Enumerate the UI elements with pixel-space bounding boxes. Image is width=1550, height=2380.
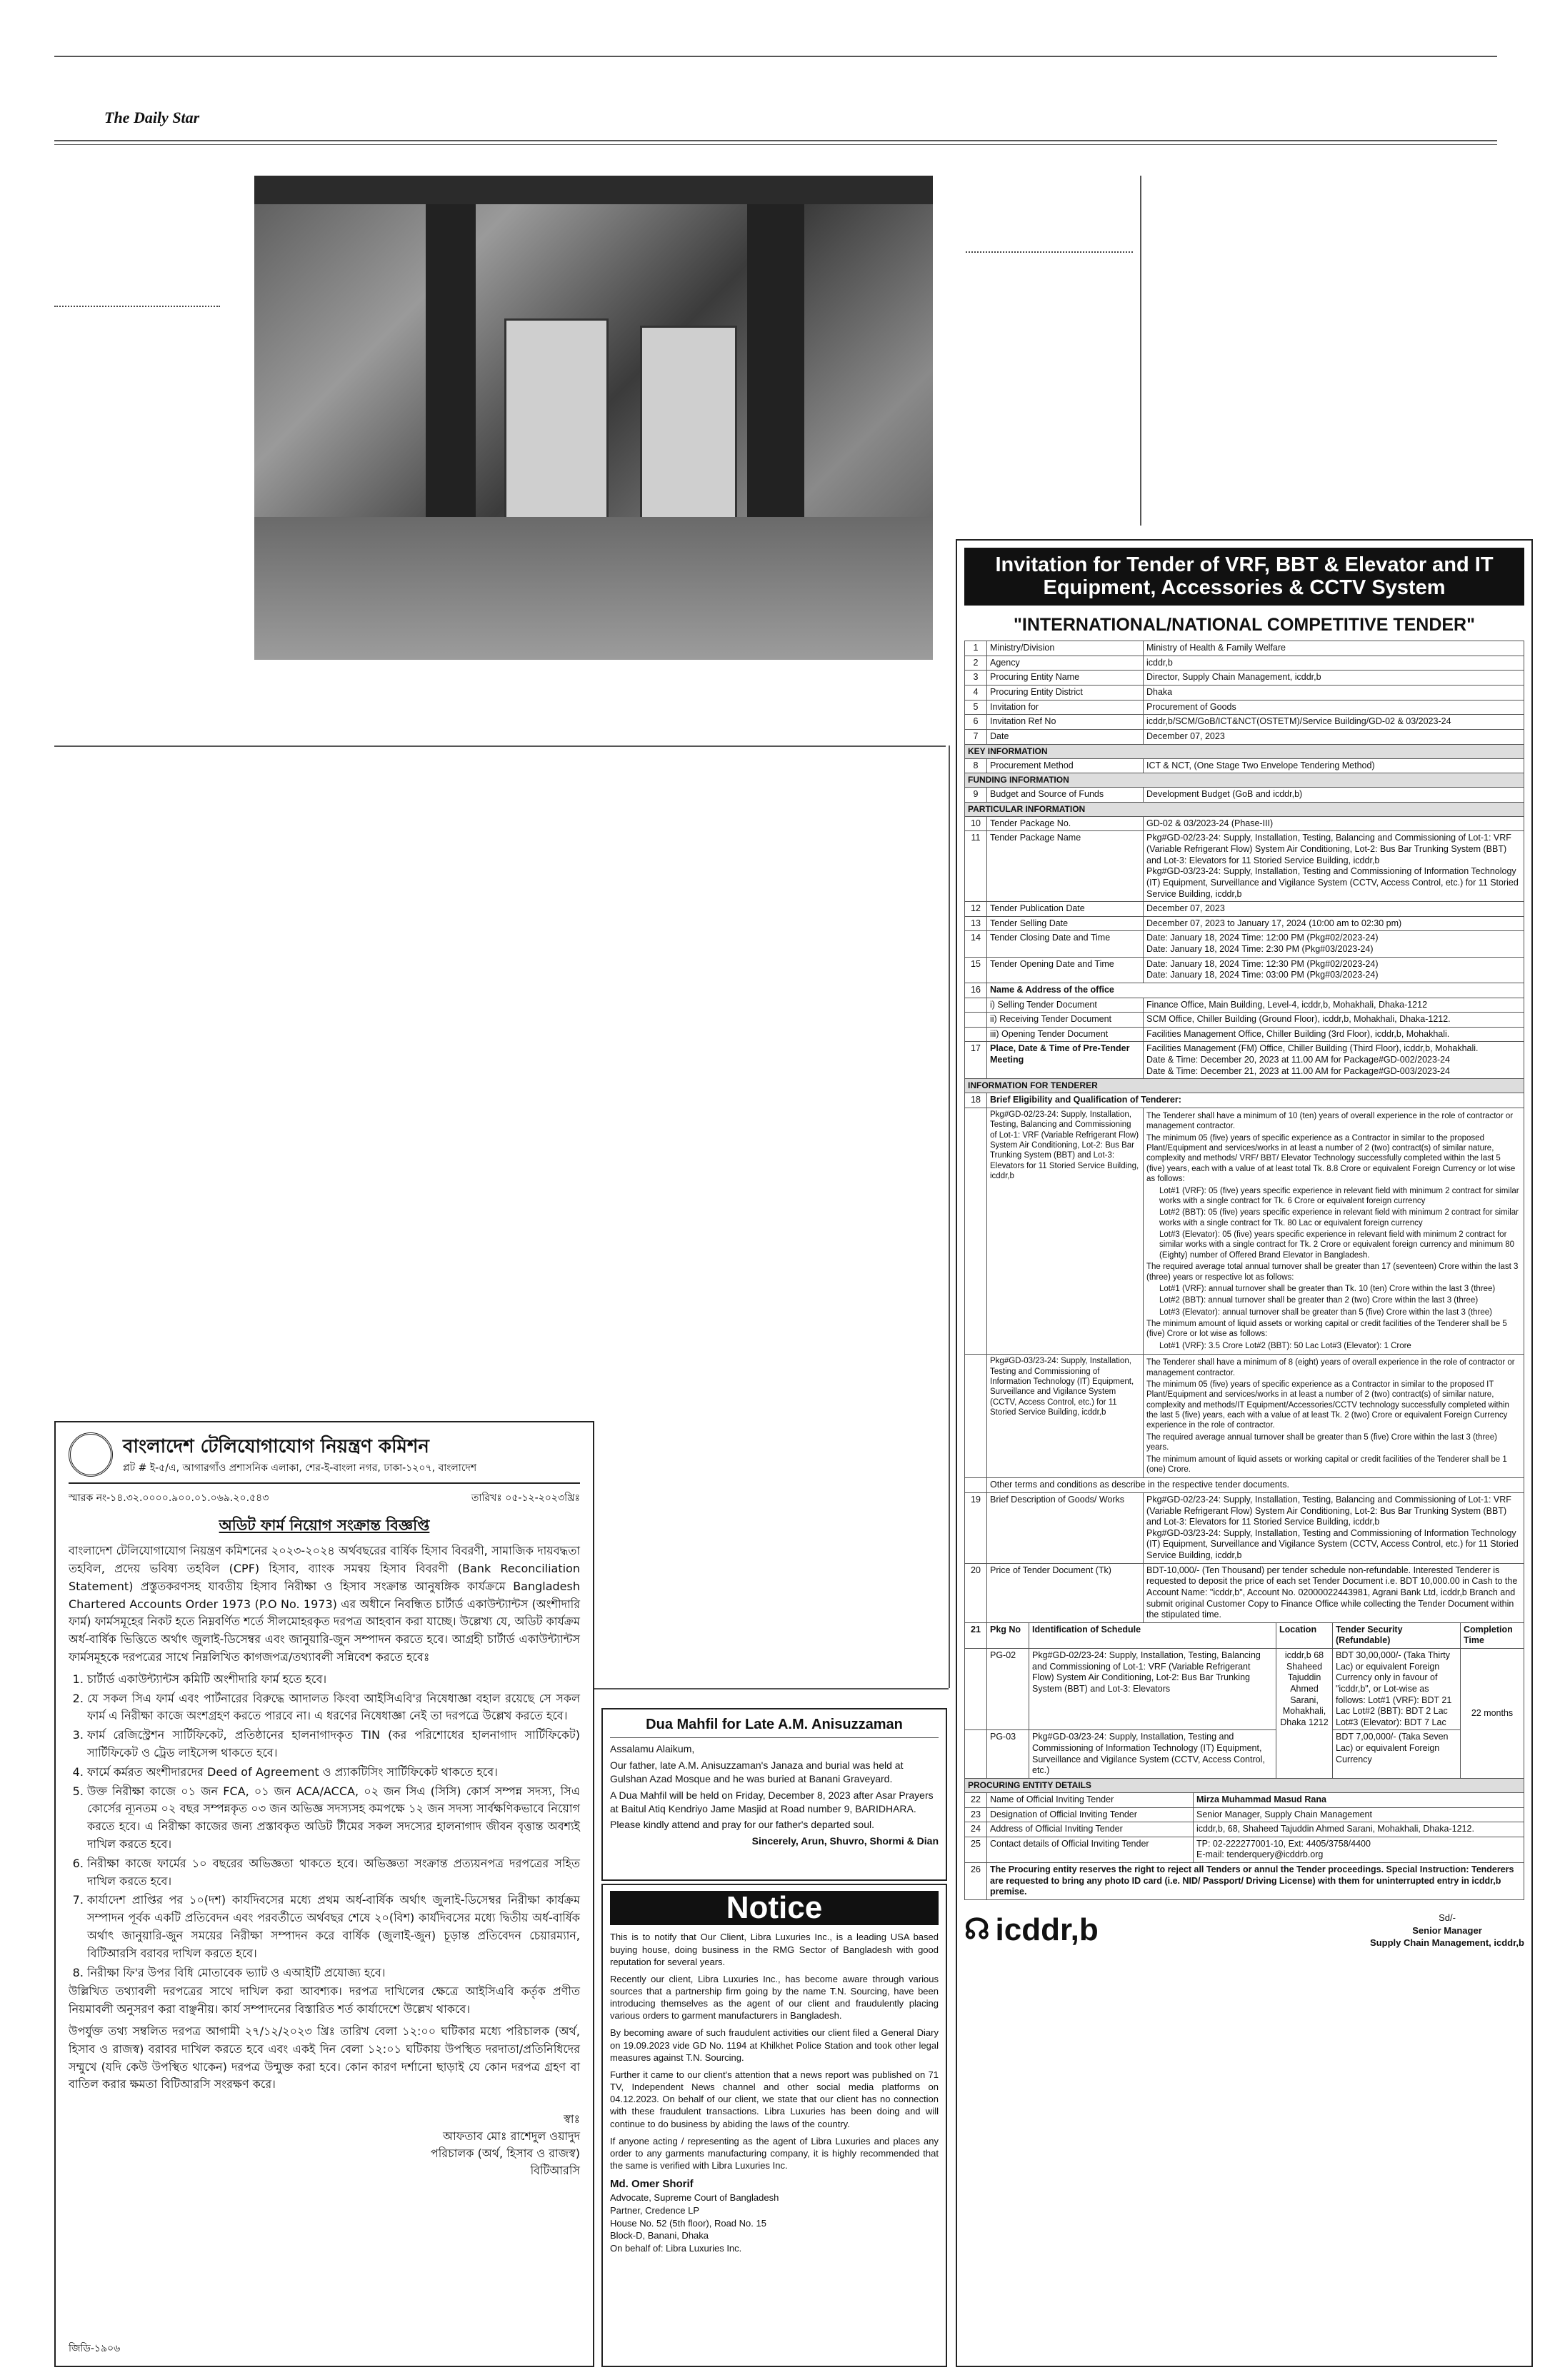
dua-text: Assalamu Alaikum, xyxy=(610,1743,695,1754)
table-row: 9 Budget and Source of Funds Development Budget (GoB and icddr,b) xyxy=(965,788,1524,803)
btrc-date: তারিখঃ ০৫-১২-২০২৩খ্রিঃ xyxy=(471,1492,580,1504)
notice-text: This is to notify that Our Client, Libra Luxuries Inc., is a leading USA based buying house, doing business in the RMG Sector of Bangladesh with good reputation for several years. xyxy=(610,1932,939,1967)
table-row: 12 Tender Publication Date December 07, 2023 xyxy=(965,902,1524,917)
dotted-rule-right xyxy=(966,251,1133,253)
schedule-table xyxy=(964,1622,1524,1779)
btrc-signature: স্বাঃ আফতাব মোঃ রাশেদুল ওয়াদুদ পরিচালক (অর্থ, হিসাব ও রাজস্ব) বিটিআরসি xyxy=(430,2112,580,2178)
tender-signature: Sd/- Senior Manager Supply Chain Management, icddr,b xyxy=(1370,1912,1524,1949)
table-row: 26 The Procuring entity reserves the right to reject all Tenders or annul the Tender proceedings. Special Instruction: Tenderers are requested to bring any photo ID card (i.e. NID/ Passport/ Driving License) with them for uninterrupted entry in icddr,b premise. xyxy=(965,1863,1524,1900)
table-row: 17 Place, Date & Time of Pre-Tender Meeting Facilities Management (FM) Office, Chiller Building (Third Floor), icddr,b, Mohakhali. Date & Time: December 20, 2023 at 11.00 AM for Package#GD-002/2023-24 Date & Time: December 21, 2023 at 11.00 AM for Package#GD-003/2023-24 xyxy=(965,1042,1524,1079)
btrc-title: অডিট ফার্ম নিয়োগ সংক্রান্ত বিজ্ঞপ্তি xyxy=(219,1516,430,1534)
notice-text: If anyone acting / representing as the agent of Libra Luxuries and places any order to any garments manufacturing company, it is highly recommended that the same is verified with Libra Luxuries Inc. xyxy=(610,2135,939,2171)
btrc-code: জিডি-১৯০৬ xyxy=(69,2343,121,2355)
section-header: PARTICULAR INFORMATION xyxy=(965,802,1524,816)
table-row: 13 Tender Selling Date December 07, 2023 to January 17, 2024 (10:00 am to 02:30 pm) xyxy=(965,916,1524,931)
table-row: 8 Procurement Method ICT & NCT, (One Stage Two Envelope Tendering Method) xyxy=(965,758,1524,773)
table-row: 7 Date December 07, 2023 xyxy=(965,729,1524,744)
advocate-name: Md. Omer Shorif xyxy=(610,2178,694,2191)
column-rule-2 xyxy=(949,745,950,1688)
schedule-row: PG-02 Pkg#GD-02/23-24: Supply, Installation, Testing, Balancing and Commissioning of Lot-1: VRF (Variable Refrigerant Flow) System Air Conditioning, Lot-2: Bus Bar Trunking System (BBT) and Lot-3: Elevators icddr,b 68 Shaheed Tajuddin Ahmed Sarani, Mohakhali, Dhaka 1212 BDT 30,00,000/- (Taka Thirty Lac) or equivalent Foreign Currency only in favour of "icddr,b", or Lot-wise as follows: Lot#1 (VRF): BDT 21 Lac Lot#2 (BBT): BDT 2 Lac Lot#3 (Elevator): BDT 7 Lac 22 months xyxy=(965,1649,1524,1730)
section-header: INFORMATION FOR TENDERER xyxy=(965,1079,1524,1093)
photo-canopy xyxy=(254,176,933,204)
table-row: 22 Name of Official Inviting Tender Mirza Muhammad Masud Rana xyxy=(965,1792,1524,1807)
table-row: 10 Tender Package No. GD-02 & 03/2023-24 (Phase-III) xyxy=(965,816,1524,831)
section-header: KEY INFORMATION xyxy=(965,744,1524,758)
notice-text: Further it came to our client's attention that a news report was published on 71 TV, Independent News channel and other social media platforms on 04.12.2023. On behalf of our client, we state that our client has no connection with these fraudulent transactions. Libra Luxuries has been doing and will continue to do business by abiding the laws of the country. xyxy=(610,2069,939,2129)
list-item: 3. ফার্ম রেজিস্ট্রেশন সার্টিফিকেট, প্রতিষ্ঠানের হালনাগাদকৃত TIN (কর পরিশোধের হালনাগাদ সার্টিফিকেট) সার্টিফিকেট ও ট্রেড লাইসেন্স থাকতে হবে। xyxy=(87,1727,580,1762)
masthead-rule-2 xyxy=(54,144,1497,145)
top-rule xyxy=(54,56,1497,57)
table-row: ii) Receiving Tender Document SCM Office, Chiller Building (Ground Floor), icddr,b, Mohakhali, Dhaka-1212. xyxy=(965,1013,1524,1028)
column-rule xyxy=(1140,176,1141,526)
table-row: 19 Brief Description of Goods/ Works Pkg#GD-02/23-24: Supply, Installation, Testing, Balancing and Commissioning of Lot-1: VRF (Variable Refrigerant Flow) System Air Conditioning, Lot-2: Bus Bar Trunking System (BBT) and Lot-3: Elevators for 11 Storied Service Building, icddr,b Pkg#GD-03/23-24: Supply, Installation, Testing and Commissioning of Information Technology (IT) Equipment, Surveillance and Vigilance System (CCTV, Access Control, etc.) for 11 Storied Service Building, icddr,b xyxy=(965,1492,1524,1563)
table-row: 6 Invitation Ref No icddr,b/SCM/GoB/ICT&NCT(OSTETM)/Service Building/GD-02 & 03/2023-24 xyxy=(965,715,1524,730)
table-row: 4 Procuring Entity District Dhaka xyxy=(965,686,1524,701)
eligibility-row: Pkg#GD-03/23-24: Supply, Installation, Testing and Commissioning of Information Technology (IT) Equipment, Surveillance and Vigilance System (CCTV, Access Control, etc.) for 11 Storied Service Building, icddr,b The Tenderer shall have a minimum of 8 (eight) years of overall experience in the role of contractor or management contractor. The minimum 05 (five) years of specific experience as a Contractor in similar to the proposed IT Plant/Equipment and services/works in at least a number of 2 (two) contract(s) of similar nature, complexity and methods/IT Equipment/Accessories/CCTV technology successfully completed within the last 5 (five) years, each with a value of at least Tk. 2 (two) Crore or equivalent Foreign Currency experience in the role of contractor. The required average annual turnover shall be greater than 5 (five) Crore within the last 3 (three) years. The minimum amount of liquid assets or working capital or credit facilities of the Tenderer shall be 1 (one) Crore. xyxy=(965,1355,1524,1478)
schedule-row: PG-03 Pkg#GD-03/23-24: Supply, Installation, Testing and Commissioning of Information Technology (IT) Equipment, Surveillance and Vigilance System (CCTV, Access Control, etc.) BDT 7,00,000/- (Taka Seven Lac) or equivalent Foreign Currency xyxy=(965,1730,1524,1779)
icddrb-logo-text: icddr,b xyxy=(995,1912,1099,1947)
photo-pillar xyxy=(747,176,804,547)
table-row: 1 Ministry/Division Ministry of Health & Family Welfare xyxy=(965,641,1524,656)
tender-title: Invitation for Tender of VRF, BBT & Elevator and IT Equipment, Accessories & CCTV System xyxy=(964,548,1524,606)
table-row: 18 Brief Eligibility and Qualification of Tenderer: xyxy=(965,1093,1524,1108)
btrc-ref: স্মারক নং-১৪.৩২.০০০০.৯০০.০১.০৬৯.২০.৫৪৩ xyxy=(69,1492,269,1504)
table-row: 5 Invitation for Procurement of Goods xyxy=(965,700,1524,715)
btrc-seal-icon xyxy=(69,1432,113,1477)
btrc-header xyxy=(69,1432,580,1484)
notice-text: Recently our client, Libra Luxuries Inc., has become aware through various sources that a partnership firm going by the name T.N. Sourcing, have been introducing themselves as the agent of our client and fraudulently placing various orders to garment manufacturers in Bangladesh. xyxy=(610,1973,939,2022)
section-rule xyxy=(54,745,946,747)
btrc-org-name: বাংলাদেশ টেলিযোগাযোগ নিয়ন্ত্রণ কমিশন xyxy=(123,1436,429,1457)
table-row: i) Selling Tender Document Finance Office, Main Building, Level-4, icddr,b, Mohakhali, Dhaka-1212 xyxy=(965,998,1524,1013)
list-item: 6. নিরীক্ষা কাজে ফার্মের ১০ বছরের অভিজ্ঞতা থাকতে হবে। অভিজ্ঞতা সংক্রান্ত প্রত্যয়নপত্র দরপত্রের সহিত দাখিল করতে হবে। xyxy=(87,1855,580,1891)
btrc-address: প্লট # ই-৫/এ, আগারগাঁও প্রশাসনিক এলাকা, শের-ই-বাংলা নগর, ঢাকা-১২০৭, বাংলাদেশ xyxy=(123,1462,477,1475)
dua-signature: Sincerely, Arun, Shuvro, Shormi & Dian xyxy=(751,1835,939,1847)
icddrb-logo-icon: ☊ xyxy=(964,1914,990,1946)
section-header: FUNDING INFORMATION xyxy=(965,773,1524,788)
notice-text: By becoming aware of such fraudulent activities our client filed a General Diary on 19.09.2023 vide GD No. 1194 at Khilkhet Police Station and took other legal measures against T.N. Sourcing. xyxy=(610,2027,939,2063)
table-row: 16 Name & Address of the office xyxy=(965,983,1524,998)
dua-text: A Dua Mahfil will be held on Friday, December 8, 2023 after Asar Prayers at Baitul Atiq Kendriyo Jame Masjid at Road number 9, BARIDHARA. xyxy=(610,1789,934,1814)
dua-text: Our father, late A.M. Anisuzzaman's Janaza and burial was held at Gulshan Azad Mosque and he was buried at Banani Graveyard. xyxy=(610,1759,904,1784)
list-item: 5. উক্ত নিরীক্ষা কাজে ০১ জন FCA, ০১ জন ACA/ACCA, ০২ জন সিএ (সিসি) কোর্স সম্পন্ন সদস্য, সিএ কোর্সের ন্যূনতম ০২ বছর সম্পন্নকৃত ০৩ জন অভিজ্ঞ সদস্যসহ কমপক্ষে ১২ জন সদস্য সার্বক্ষণিকভাবে নিয়োগ করতে হবে। এ নিরীক্ষা কাজের জন্য প্রস্তাবকৃত অডিট টীমের সকল সদস্যের হালনাগাদ জীবন বৃত্তান্ত অবশ্যই দাখিল করতে হবে। xyxy=(87,1783,580,1854)
table-row: 24 Address of Official Inviting Tender icddr,b, 68, Shaheed Tajuddin Ahmed Sarani, Mohakhali, Dhaka-1212. xyxy=(965,1822,1524,1837)
list-item: 8. নিরীক্ষা ফি'র উপর বিধি মোতাবেক ভ্যাট ও এআইটি প্রযোজ্য হবে। xyxy=(87,1964,580,1982)
list-item: 1. চার্টার্ড একাউন্ট্যান্টস কমিটি অংশীদারি ফার্ম হতে হবে। xyxy=(87,1671,580,1689)
list-item: 4. ফার্মে কর্মরত অংশীদারদের Deed of Agreement ও প্র্যাকটিসিং সার্টিফিকেট থাকতে হবে। xyxy=(87,1764,580,1782)
masthead-rule xyxy=(54,140,1497,141)
eligibility-row: Pkg#GD-02/23-24: Supply, Installation, Testing, Balancing and Commissioning of Lot-1: VRF (Variable Refrigerant Flow) System Air Conditioning, Lot-2: Bus Bar Trunking System (BBT) and Lot-3: Elevators for 11 Storied Service Building, icddr,b The Tenderer shall have a minimum of 10 (ten) years of overall experience in the role of contractor or management contractor. The minimum 05 (five) years of specific experience as a Contractor in similar to the proposed Plant/Equipment and services/works in at least a number of 2 (two) contract(s) of similar nature, complexity and methods/ VRF/ BBT/ Elevator Technology successfully completed within the last 5 (five) years, each with a value of at least total Tk. 8.8 Crore or equivalent Foreign Currency or lot wise as follows: Lot#1 (VRF): 05 (five) years specific experience in relevant field with minimum 2 contract for similar works with a single contract for Tk. 6 Crore or equivalent foreign currency Lot#2 (BBT): 05 (five) years specific experience in relevant field with minimum 2 contract for similar works with a single contract for Tk. 80 Lac or equivalent foreign currency Lot#3 (Elevator): 05 (five) years specific experience in relevant field with minimum 2 contract for similar works with a single contract for Tk. 2 Crore or equivalent foreign currency and minimum 80 (Eighty) number of Offered Brand Elevator in Bangladesh. The required average total annual turnover shall be greater than 17 (seventeen) Crore within the last 3 (three) years or respective lot as follows: Lot#1 (VRF): annual turnover shall be greater than Tk. 10 (ten) Crore within the last 3 (three) Lot#2 (BBT): annual turnover shall be greater than 2 (two) Crore within the last 3 (three) Lot#3 (Elevator): annual turnover shall be greater than 5 (five) Crore within the last 3 (three) The minimum amount of liquid assets or working capital or credit facilities of the Tenderer shall be 5 (five) Crore or lot wise as follows: Lot#1 (VRF): 3.5 Crore Lot#2 (BBT): 50 Lac Lot#3 (Elevator): 1 Crore xyxy=(965,1108,1524,1354)
table-row: 20 Price of Tender Document (Tk) BDT-10,000/- (Ten Thousand) per tender schedule non-refundable. Interested Tenderer is requested to deposit the price of each set Tender Document i.e. BDT 10,000.00 in Cash to the Account Name: "icddr,b", Account No. 02000022443981, Agrani Bank Ltd, icddr,b Branch and submit original Customer Copy to Finance Office while collecting the Tender Document within the stipulated time. xyxy=(965,1563,1524,1622)
news-photo xyxy=(254,176,933,660)
list-item: 2. যে সকল সিএ ফার্ম এবং পার্টনারের বিরুদ্ধে আদালত কিংবা আইসিএবি'র নিষেধাজ্ঞা বহাল রয়েছে সে সকল ফার্ম এ নিরীক্ষা কাজে অংশগ্রহণ করতে পারবে না। এ ধরণের নিষেধাজ্ঞা নেই তা দরপত্রে উল্লেখ করতে হবে। xyxy=(87,1690,580,1726)
table-row: 25 Contact details of Official Inviting Tender TP: 02-222277001-10, Ext: 4405/3758/4400 E-mail: tenderquery@icddrb.org xyxy=(965,1837,1524,1862)
section-header: PROCURING ENTITY DETAILS xyxy=(965,1778,1524,1792)
masthead: The Daily Star xyxy=(104,109,200,126)
advocate-block: Md. Omer Shorif Advocate, Supreme Court of Bangladesh Partner, Credence LP House No. 52 (5th floor), Road No. 15 Block-D, Banani, Dhaka On behalf of: Libra Luxuries Inc. xyxy=(610,2177,939,2254)
btrc-intro: বাংলাদেশ টেলিযোগাযোগ নিয়ন্ত্রণ কমিশনের ২০২৩-২০২৪ অর্থবছরের বার্ষিক হিসাব বিবরণী, সামাজিক দায়বদ্ধতা তহবিল, প্রদেয় ভবিষ্য তহবিল (CPF) হিসাব, ব্যাংক সমন্বয় হিসাব বিবরণী (Bank Reconciliation Statement) প্রস্তুতকরণসহ যাবতীয় হিসাব নিরীক্ষা ও হিসাব সংক্রান্ত আনুষঙ্গিক কার্যক্রমে Bangladesh Chartered Accounts Order 1973 (P.O No. 1973) এর অধীনে নিবন্ধিত চার্টার্ড একাউন্ট্যান্টস (অংশীদারি ফার্ম) ফার্মসমূহের নিকট হতে নিম্নবর্ণিত শর্তে সীলমোহরকৃত দরপত্র আহবান করা যাচ্ছে। উল্লেখ্য যে, অডিট কার্যক্রম অর্ধ-বার্ষিক ভিত্তিতে অর্থাৎ জুলাই-ডিসেম্বর এবং জানুয়ারি-জুন সম্পাদন করতে হবে। আগ্রহী চার্টার্ড একাউন্ট্যান্টস ফার্মসমূহকে দরপত্রের সাথে নিম্নলিখিত কাগজপত্র/তথ্যাবলী সন্নিবেশ করতে হবেঃ xyxy=(69,1544,580,1665)
table-row: iii) Opening Tender Document Facilities Management Office, Chiller Building (3rd Floor), icddr,b, Mohakhali. xyxy=(965,1027,1524,1042)
dua-mahfil-notice xyxy=(601,1708,947,1881)
dotted-rule-left xyxy=(54,306,220,307)
table-row: Other terms and conditions as describe in the respective tender documents. xyxy=(965,1478,1524,1493)
table-row: 3 Procuring Entity Name Director, Supply Chain Management, icddr,b xyxy=(965,671,1524,686)
tender-subtitle: "INTERNATIONAL/NATIONAL COMPETITIVE TENDER" xyxy=(1014,614,1475,635)
btrc-list xyxy=(69,1671,580,1982)
photo-pillar xyxy=(426,176,476,547)
table-row: 14 Tender Closing Date and Time Date: January 18, 2024 Time: 12:00 PM (Pkg#02/2023-24) Date: January 18, 2024 Time: 2:30 PM (Pkg#03/2023-24) xyxy=(965,931,1524,957)
btrc-note: উল্লিখিত তথ্যাবলী দরপত্রের সাথে দাখিল করা আবশ্যক। দরপত্র দাখিলের ক্ষেত্রে আইসিএবি কর্তৃক প্রণীত নিয়মাবলী অনুসরণ করা বাঞ্ছনীয়। কার্য সম্পাদনের বিস্তারিত শর্ত কার্যাদেশে উল্লেখ থাকবে। xyxy=(69,1984,580,2017)
table-row: 15 Tender Opening Date and Time Date: January 18, 2024 Time: 12:30 PM (Pkg#02/2023-24) Date: January 18, 2024 Time: 03:00 PM (Pkg#03/2023-24) xyxy=(965,957,1524,983)
btrc-note: উপর্যুক্ত তথ্য সম্বলিত দরপত্র আগামী ২৭/১২/২০২৩ খ্রিঃ তারিখ বেলা ১২:০০ ঘটিকার মধ্যে পরিচালক (অর্থ, হিসাব ও রাজস্ব) বরাবর দাখিল করতে হবে এবং একই দিন বেলা ১২:০১ ঘটিকায় উপস্থিত দরদাতা/প্রতিনিধিদের সম্মুখে (যদি কেউ উপস্থিত থাকেন) দরপত্র উন্মুক্ত করা হবে। কোন কারণ দর্শানো ছাড়াই যে কোন দরপত্র গ্রহণ বা বাতিল করার ক্ষমতা বিটিআরসি সংরক্ষণ করে। xyxy=(69,2024,580,2092)
dua-title: Dua Mahfil for Late A.M. Anisuzzaman xyxy=(610,1715,939,1738)
photo-fuel-pump xyxy=(640,326,737,537)
notice-title: Notice xyxy=(610,1891,939,1925)
dua-text: Please kindly attend and pray for our father's departed soul. xyxy=(610,1819,875,1831)
tender-advertisement xyxy=(956,539,1533,2367)
photo-floor xyxy=(254,517,933,660)
table-row: 23 Designation of Official Inviting Tender Senior Manager, Supply Chain Management xyxy=(965,1807,1524,1822)
icddrb-logo xyxy=(964,1910,1099,1949)
schedule-header: 21 Pkg No Identification of Schedule Location Tender Security (Refundable) Completion Time xyxy=(965,1622,1524,1648)
btrc-notice xyxy=(54,1421,594,2367)
list-item: 7. কার্যাদেশ প্রাপ্তির পর ১০(দশ) কার্যদিবসের মধ্যে প্রথম অর্ধ-বার্ষিক অর্থাৎ জুলাই-ডিসেম্বর নিরীক্ষা কার্যক্রম সম্পাদন পূর্বক একটি প্রতিবেদন এবং পরবর্তীতে অর্থবছর শেষে ২০(বিশ) কার্যদিবসের মধ্যে দ্বিতীয় অর্ধ-বার্ষিক অর্থাৎ জানুয়ারি-জুন সময়ের নিরীক্ষা সম্পাদন করে বার্ষিক (জুলাই-জুন) চূড়ান্ত প্রতিবেদন চেয়ারম্যান, বিটিআরসি বরাবর দাখিল করতে হবে। xyxy=(87,1892,580,1962)
table-row: 2 Agency icddr,b xyxy=(965,656,1524,671)
photo-fuel-pump xyxy=(504,318,609,537)
tender-table xyxy=(964,641,1524,1623)
legal-notice xyxy=(601,1884,947,2367)
tender-footer xyxy=(964,1910,1524,1949)
table-row: 11 Tender Package Name Pkg#GD-02/23-24: Supply, Installation, Testing, Balancing and Commissioning of Lot-1: VRF (Variable Refrigerant Flow) System Air Conditioning, Lot-2: Bus Bar Trunking System (BBT) and Lot-3: Elevators for 11 Storied Service Building, icddr,b Pkg#GD-03/23-24: Supply, Installation, Testing and Commissioning of Information Technology (IT) Equipment, Surveillance and Vigilance System (CCTV, Access Control, etc.) for 11 Storied Service Building, icddr,b xyxy=(965,831,1524,902)
procuring-entity-table xyxy=(964,1778,1524,1900)
btrc-meta xyxy=(69,1491,580,1507)
bottom-rule-mid xyxy=(594,1688,949,1689)
